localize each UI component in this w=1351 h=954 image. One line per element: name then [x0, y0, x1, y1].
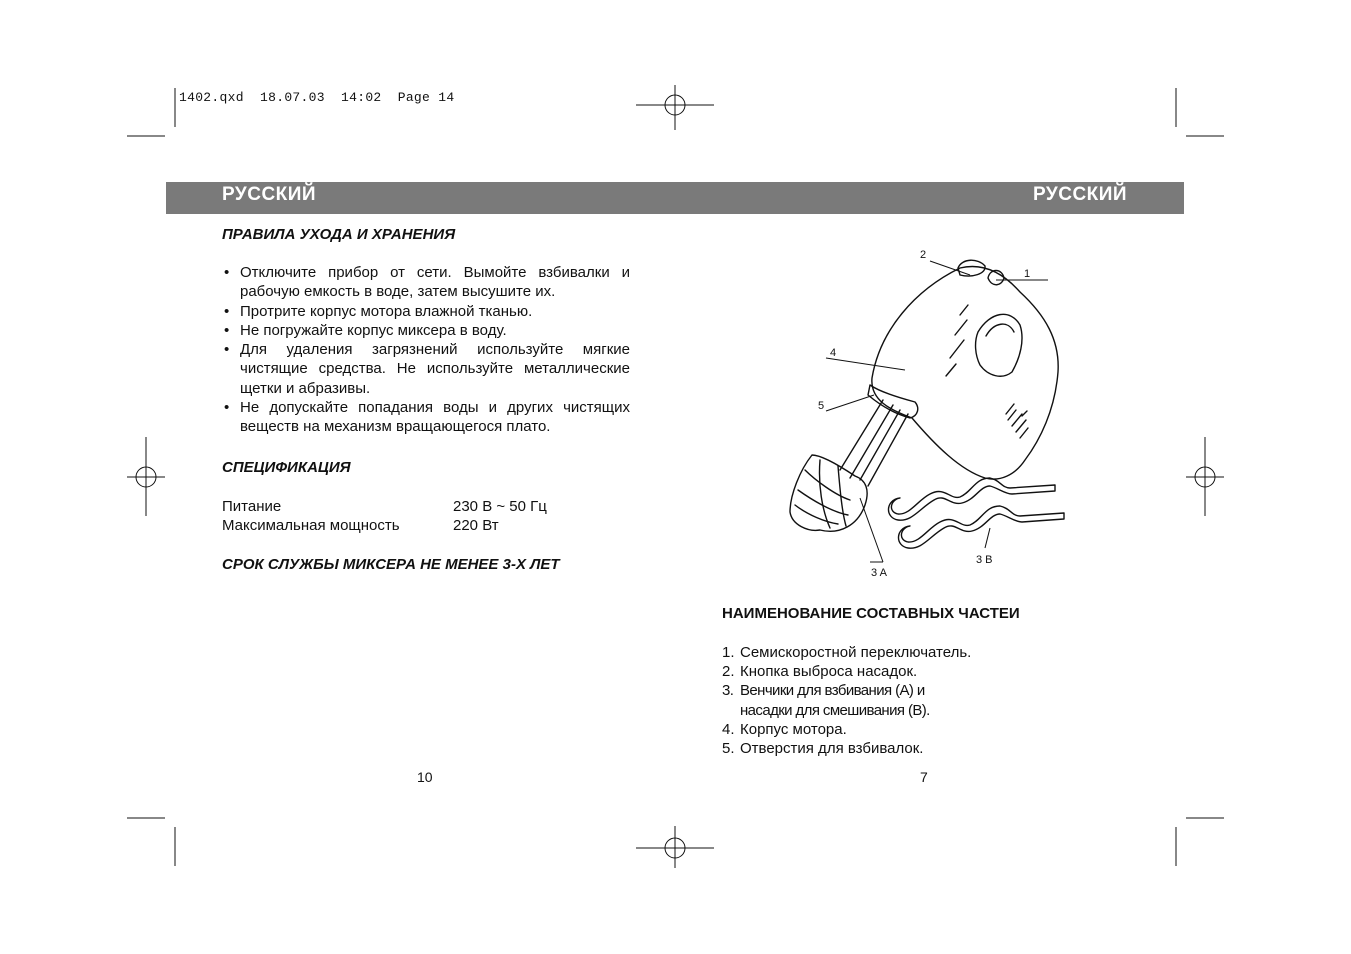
header-language-right: РУССКИЙ: [1033, 184, 1128, 205]
spec-value-max-power: 220 Вт: [453, 517, 499, 534]
service-life-note: СРОК СЛУЖБЫ МИКСЕРА НЕ МЕНЕЕ 3-Х ЛЕТ: [222, 556, 560, 573]
mixer-diagram: [760, 240, 1080, 585]
list-item: 5. Отверстия для взбивалок.: [722, 740, 924, 758]
diagram-label-2: 2: [920, 249, 927, 261]
parts-list: [722, 643, 971, 758]
list-item: 4. Корпус мотора.: [722, 720, 847, 738]
diagram-label-3b: 3 B: [976, 554, 993, 566]
spec-heading: СПЕЦИФИКАЦИЯ: [222, 459, 351, 476]
parts-heading: НАИМЕНОВАНИЕ СОСТАВНЫХ ЧАСТЕИ: [722, 605, 1020, 622]
list-item: 1. Семискоростной переключатель.: [722, 644, 972, 661]
care-list: [222, 263, 630, 437]
language-header-bar: [166, 182, 1184, 214]
diagram-label-3a: 3 A: [871, 567, 887, 579]
list-item: насадки для смешивания (В).: [740, 701, 930, 719]
registration-mark-left: [127, 437, 165, 516]
care-heading: ПРАВИЛА УХОДА И ХРАНЕНИЯ: [222, 226, 456, 243]
registration-mark-top: [636, 85, 714, 130]
list-item: • Не допускайте попадания воды и других чистящих веществ на механизм вращающегося плато.: [224, 399, 630, 436]
diagram-label-4: 4: [830, 347, 837, 359]
header-language-left: РУССКИЙ: [222, 184, 317, 205]
list-item: • Протрите корпус мотора влажной тканью.: [224, 302, 533, 320]
file-slug: 1402.qxd 18.07.03 14:02 Page 14: [179, 90, 455, 105]
handle-grip: [976, 314, 1022, 376]
page-number-right: 7: [920, 769, 928, 785]
diagram-label-5: 5: [818, 400, 825, 412]
dough-hook-lower: [898, 506, 1064, 548]
registration-mark-right: [1186, 437, 1224, 516]
list-item: • Не погружайте корпус миксера в воду.: [224, 321, 507, 339]
list-item: 2. Кнопка выброса насадок.: [722, 663, 918, 681]
list-item: 3. Венчики для взбивания (А) и: [722, 682, 925, 700]
diagram-label-1: 1: [1024, 268, 1031, 280]
spec-value-power: 230 В ~ 50 Гц: [453, 498, 547, 515]
list-item: • Для удаления загрязнений используйте мягкие чистящие средства. Не используйте металлические щетки и абразивы.: [224, 341, 630, 397]
dough-hook-upper: [888, 478, 1055, 520]
motor-body-outline: [872, 267, 1058, 480]
spec-label-power: Питание: [222, 498, 282, 515]
registration-mark-bottom: [636, 826, 714, 868]
list-item: • Отключите прибор от сети. Вымойте взбивалки и рабочую емкость в воде, затем высушите их.: [224, 264, 630, 301]
spec-label-max-power: Максимальная мощность: [222, 517, 400, 534]
page-number-left: 10: [417, 769, 433, 785]
